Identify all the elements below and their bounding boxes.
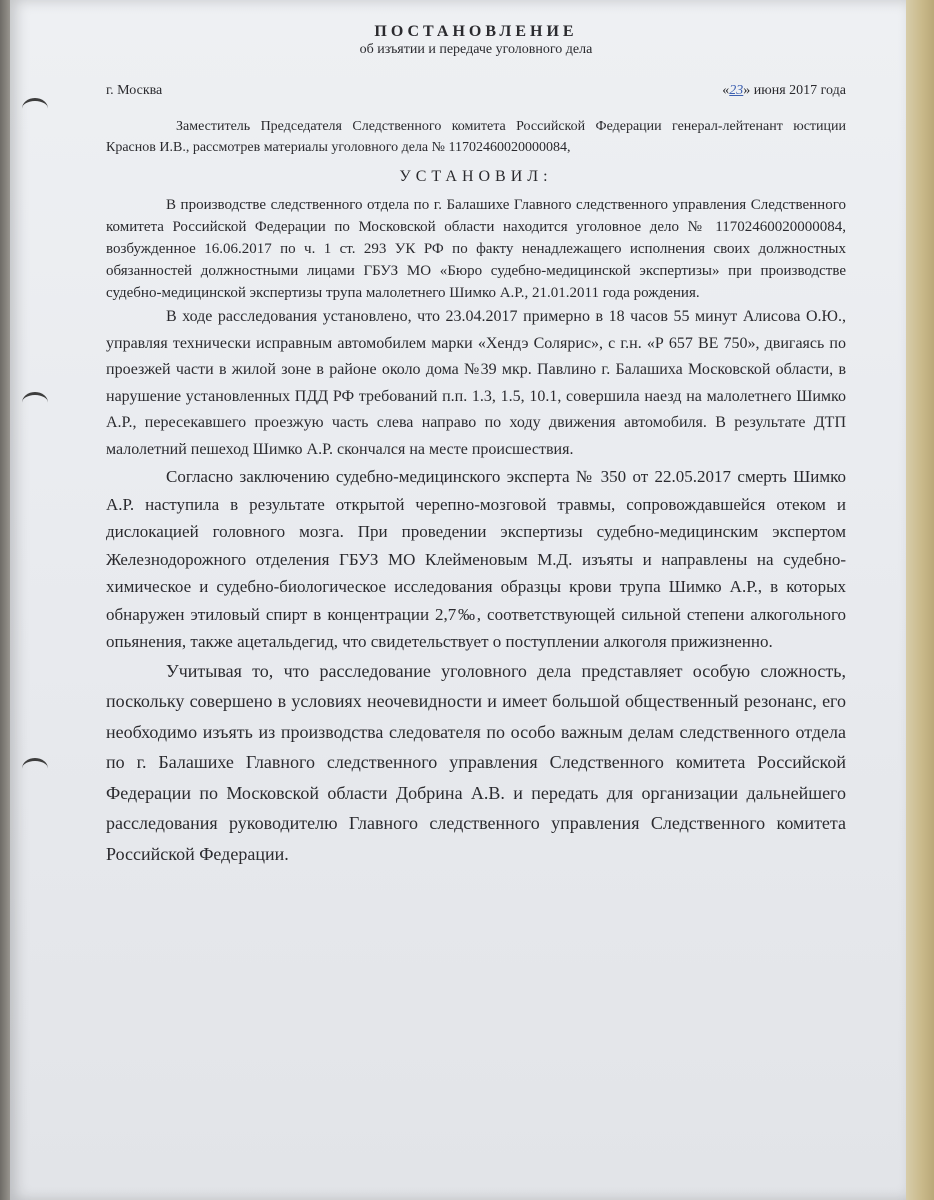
document-page bbox=[10, 0, 906, 1200]
date-suffix: » июня 2017 года bbox=[743, 83, 846, 98]
date-day: 23 bbox=[729, 83, 744, 98]
city: г. Москва bbox=[106, 83, 163, 98]
date bbox=[722, 82, 846, 100]
punch-hole bbox=[22, 392, 48, 413]
document-subtitle: об изъятии и передаче уголовного дела bbox=[359, 42, 593, 57]
intro-paragraph: Заместитель Председателя Следственного комитета Российской Федерации генерал-лейтенант юстиции Краснов И.В., рассмотрев материалы уголовного дела № 11702460020000084, bbox=[106, 119, 846, 155]
place-date-line bbox=[106, 82, 846, 100]
date-prefix: « bbox=[722, 83, 730, 98]
section-heading: УСТАНОВИЛ: bbox=[399, 168, 553, 185]
paragraph-expert: Согласно заключению судебно-медицинского эксперта № 350 от 22.05.2017 смерть Шимко А.Р. наступила в результате открытой черепно-мозговой травмы, сопровождавшейся отеком и дислокацией головного мозга. При проведении экспертизы судебно-медицинским экспертом Железнодорожного отделения ГБУЗ МО Клейменовым М.Д. изъяты и направлены на судебно-химическое и судебно-биологическое исследования образцы крови трупа Шимко А.Р., в которых обнаружен этиловый спирт в концентрации 2,7‰, соответствующей сильной степени алкогольного опьянения, также ацетальдегид, что свидетельствует о поступлении алкоголя прижизненно. bbox=[106, 467, 846, 651]
paragraph-case: В производстве следственного отдела по г. Балашихе Главного следственного управления Следственного комитета Российской Федерации по Московской области находится уголовное дело № 11702460020000084, возбужденное 16.06.2017 по ч. 1 ст. 293 УК РФ по факту ненадлежащего исполнения своих должностных обязанностей должностными лицами ГБУЗ МО «Бюро судебно-медицинской экспертизы» при производстве судебно-медицинской экспертизы трупа малолетнего Шимко А.Р., 21.01.2011 года рождения. bbox=[106, 197, 846, 301]
punch-hole bbox=[22, 98, 48, 119]
paragraph-investigation: В ходе расследования установлено, что 23.04.2017 примерно в 18 часов 55 минут Алисова О.Ю., управляя технически исправным автомобилем марки «Хендэ Солярис», с г.н. «Р 657 ВЕ 750», двигаясь по проезжей части в жилой зоне в районе около дома №39 мкр. Павлино г. Балашиха Московской области, в нарушение установленных ПДД РФ требований п.п. 1.3, 1.5, 10.1, совершила наезд на малолетнего Шимко А.Р., пересекавшего проезжую часть слева направо по ходу движения автомобиля. В результате ДТП малолетний пешеход Шимко А.Р. скончался на месте происшествия. bbox=[106, 308, 846, 458]
paragraph-decision: Учитывая то, что расследование уголовного дела представляет особую сложность, поскольку совершено в условиях неочевидности и имеет большой общественный резонанс, его необходимо изъять из производства следователя по особо важным делам следственного отдела по г. Балашихе Главного следственного управления Следственного комитета Российской Федерации по Московской области Добрина А.В. и передать для организации дальнейшего расследования руководителю Главного следственного управления Следственного комитета Российской Федерации. bbox=[106, 660, 846, 864]
document-title: ПОСТАНОВЛЕНИЕ bbox=[374, 23, 578, 40]
document-content bbox=[106, 22, 846, 869]
punch-hole bbox=[22, 758, 48, 779]
desk-edge bbox=[904, 0, 934, 1200]
